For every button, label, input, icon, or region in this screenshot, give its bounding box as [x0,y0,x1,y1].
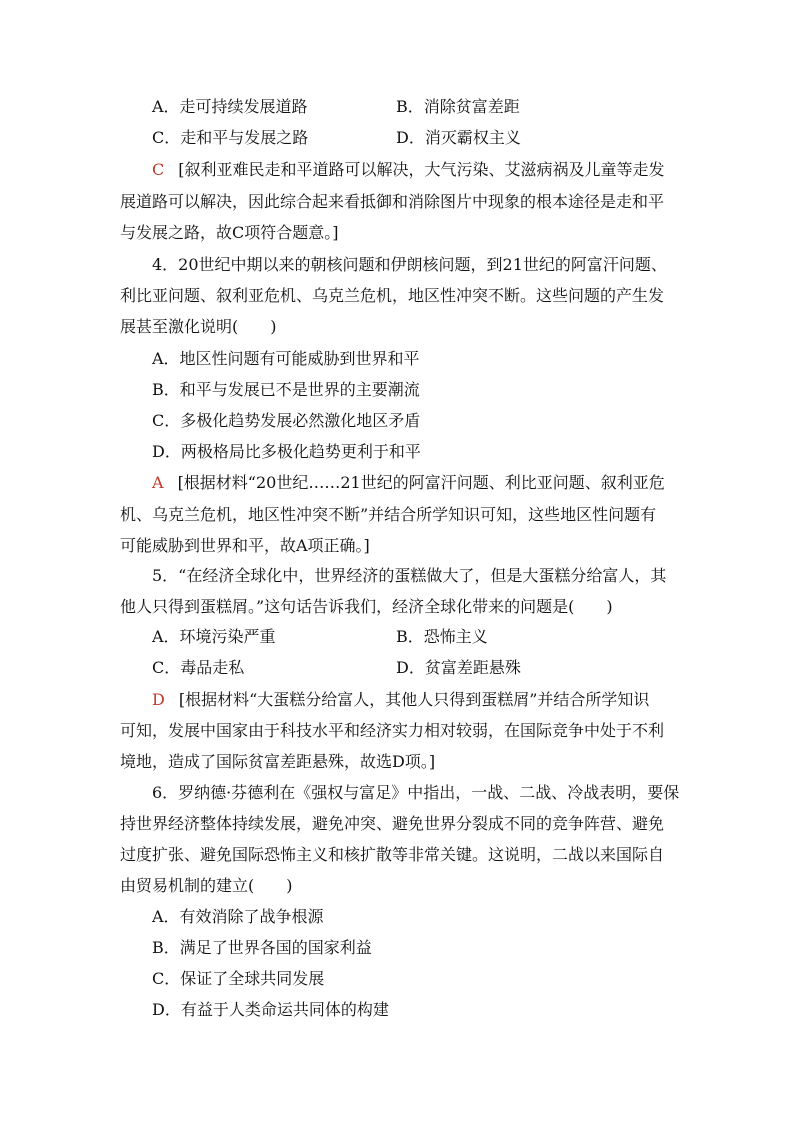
q5-option-a: A．环境污染严重 [152,627,276,646]
q5-option-d: D．贫富差距悬殊 [396,658,521,677]
q3-option-d: D．消灭霸权主义 [396,128,521,147]
q5-stem-1: 5．“在经济全球化中，世界经济的蛋糕做大了，但是大蛋糕分给富人，其 [152,566,667,585]
q4-option-d: D．两极格局比多极化趋势更利于和平 [152,442,421,461]
q4-stem-1: 4．20世纪中期以来的朝核问题和伊朗核问题，到21世纪的阿富汗问题、 [152,255,667,274]
q6-stem-2: 持世界经济整体持续发展，避免冲突、避免世界分裂成不同的竞争阵营、避免 [120,814,665,833]
q4-stem-3: 展甚至激化说明( ) [120,317,277,336]
q6-option-a: A．有效消除了战争根源 [152,907,324,926]
q5-option-b: B．恐怖主义 [396,627,488,646]
q6-option-b: B．满足了世界各国的国家利益 [152,938,372,957]
q6-option-d: D．有益于人类命运共同体的构建 [152,1000,389,1019]
q5-explanation-3: 境地，造成了国际贫富差距悬殊，故选D项。] [120,752,436,771]
q4-explanation-3: 可能威胁到世界和平，故A项正确。] [120,536,370,555]
q6-stem-4: 由贸易机制的建立( ) [120,876,293,895]
q6-stem-3: 过度扩张、避免国际恐怖主义和核扩散等非常关键。这说明，二战以来国际自 [120,845,665,864]
q3-answer-letter: C [152,160,165,179]
q4-explanation-1: [根据材料“20世纪……21世纪的阿富汗问题、利比亚问题、叙利亚危 [177,473,665,492]
q4-explanation-2: 机、乌克兰危机，地区性冲突不断”并结合所学知识可知，这些地区性问题有 [120,505,657,524]
q5-stem-2: 他人只得到蛋糕屑。”这句话告诉我们，经济全球化带来的问题是( ) [120,597,613,616]
q6-option-c: C．保证了全球共同发展 [152,969,325,988]
q3-explanation-3: 与发展之路，故C项符合题意。] [120,223,339,242]
q5-explanation-1: [根据材料“大蛋糕分给富人，其他人只得到蛋糕屑”并结合所学知识 [178,690,650,709]
q4-answer-line-1 [152,467,708,498]
q4-answer-letter: A [152,473,164,492]
q3-option-a: A．走可持续发展道路 [152,97,308,116]
q3-explanation-1: [叙利亚难民走和平道路可以解决，大气污染、艾滋病祸及儿童等走发 [178,160,665,179]
q5-option-c: C．毒品走私 [152,658,245,677]
q3-explanation-2: 展道路可以解决，因此综合起来看抵御和消除图片中现象的根本途径是走和平 [120,192,665,211]
q3-answer-line-1 [152,154,708,185]
q6-stem-1: 6．罗纳德·芬德利在《强权与富足》中指出，一战、二战、冷战表明，要保 [152,783,680,802]
q3-option-c: C．走和平与发展之路 [152,128,309,147]
q5-explanation-2: 可知，发展中国家由于科技水平和经济实力相对较弱，在国际竞争中处于不利 [120,721,665,740]
q4-option-b: B．和平与发展已不是世界的主要潮流 [152,380,420,399]
q5-answer-line-1 [152,684,708,715]
q4-option-c: C．多极化趋势发展必然激化地区矛盾 [152,411,421,430]
q4-option-a: A．地区性问题有可能威胁到世界和平 [152,349,420,368]
q5-answer-letter: D [152,690,165,709]
q3-option-b: B．消除贫富差距 [396,97,520,116]
q4-stem-2: 利比亚问题、叙利亚危机、乌克兰危机，地区性冲突不断。这些问题的产生发 [120,286,665,305]
